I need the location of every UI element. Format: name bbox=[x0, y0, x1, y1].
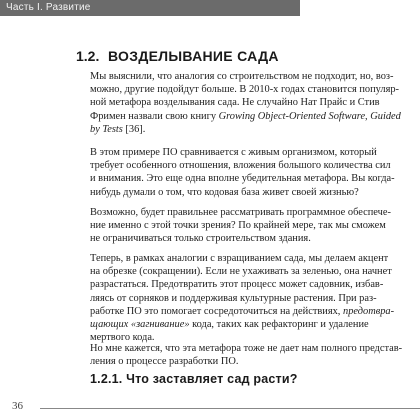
paragraph-line: Возможно, будет правильнее рассматривать программное обеспече- bbox=[90, 207, 391, 218]
paragraph-line bbox=[90, 110, 401, 123]
citation: [36]. bbox=[122, 123, 146, 135]
paragraph-1 bbox=[90, 70, 401, 136]
paragraph-line bbox=[90, 318, 378, 331]
paragraph-line: и внимания. Это еще одна вполне убедительная метафора. Вы когда- bbox=[90, 173, 395, 185]
paragraph-5 bbox=[90, 342, 403, 368]
paragraph-line: требует особенного отношения, вложения большого количества сил bbox=[90, 160, 391, 172]
section-title: ВОЗДЕЛЫВАНИЕ САДА bbox=[108, 48, 279, 64]
paragraph-line: ляясь от сорняков и поддерживая культурные растения. При раз- bbox=[90, 292, 377, 304]
paragraph-line: ние именно с этой точки зрения? По крайней мере, так мы сможем bbox=[90, 220, 386, 232]
text-run: Фримен назвали свою книгу bbox=[90, 110, 219, 122]
paragraph-line: Теперь, в рамках аналогии с взращиванием сада, мы делаем акцент bbox=[90, 253, 389, 264]
paragraph-line: можно, другие подойдут больше. В 2010-х годах становится популяр- bbox=[90, 84, 400, 96]
running-header: Часть I. Развитие bbox=[6, 2, 91, 13]
header-bar bbox=[0, 0, 300, 16]
paragraph-line: мертвого кода. bbox=[90, 332, 155, 344]
paragraph-line: ления о процессе разработки ПО. bbox=[90, 356, 239, 368]
paragraph-3 bbox=[90, 206, 391, 246]
paragraph-2 bbox=[90, 146, 395, 199]
text-run: работке ПО это помогает сосредоточиться на действиях, bbox=[90, 305, 344, 317]
book-title-italic: Growing Object-Oriented Software, Guided bbox=[218, 110, 401, 122]
section-number: 1.2. bbox=[76, 48, 100, 64]
subsection-title: 1.2.1. Что заставляет сад расти? bbox=[90, 372, 298, 386]
paragraph-line: не ограничиваться только строительством здания. bbox=[90, 233, 311, 245]
footer-rule bbox=[40, 408, 420, 409]
text-run: кода, таких как рефакторинг и удаление bbox=[189, 318, 369, 330]
paragraph-line: на обрезке (сокращении). Если не ухаживать за зеленью, она начнет bbox=[90, 266, 392, 278]
paragraph-line bbox=[90, 123, 378, 136]
paragraph-line: разрастаться. Предотвратить этот процесс может садовник, избав- bbox=[90, 279, 384, 291]
paragraph-4 bbox=[90, 252, 395, 344]
paragraph-line: ной метафора возделывания сада. Не случайно Нат Прайс и Стив bbox=[90, 97, 380, 109]
paragraph-line: Мы выяснили, что аналогия со строительством не подходит, но, воз- bbox=[90, 71, 394, 82]
page-number: 36 bbox=[12, 400, 23, 412]
paragraph-line: В этом примере ПО сравнивается с живым организмом, который bbox=[90, 147, 377, 158]
italic-phrase: щающих «загнивание» bbox=[90, 318, 190, 330]
paragraph-line bbox=[90, 305, 395, 318]
paragraph-line: Но мне кажется, что эта метафора тоже не дает нам полного представ- bbox=[90, 343, 403, 354]
italic-phrase: предотвра- bbox=[343, 305, 395, 317]
book-title-italic: by Tests bbox=[90, 123, 123, 135]
paragraph-line: нибудь думали о том, что кодовая база живет своей жизнью? bbox=[90, 186, 359, 198]
